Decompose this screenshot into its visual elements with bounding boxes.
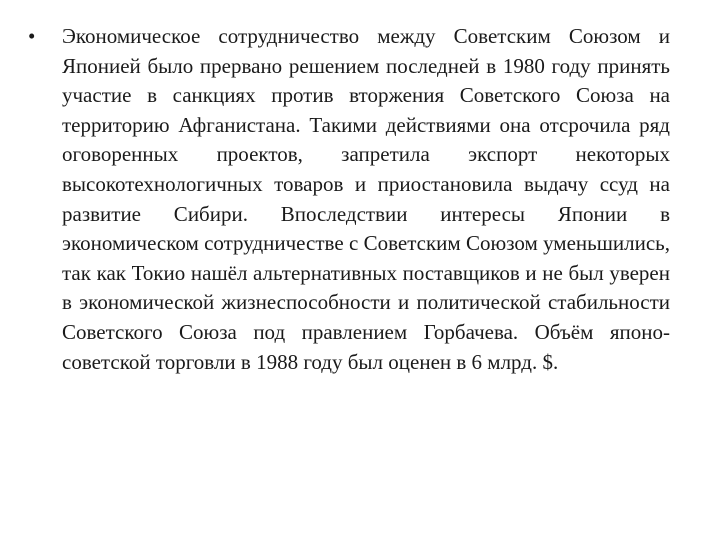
bullet-icon: • <box>28 24 36 48</box>
bullet-list-item <box>28 22 670 377</box>
body-paragraph: Экономическое сотрудничество между Советским Союзом и Японией было прервано решением последней в 1980 году принять участие в санкциях против вторжения Советского Союза на территорию Афганистана. Такими действиями она отсрочила ряд оговоренных проектов, запретила экспорт некоторых высокотехнологичных товаров и приостановила выдачу ссуд на развитие Сибири. Впоследствии интересы Японии в экономическом сотрудничестве с Советским Союзом уменьшились, так как Токио нашёл альтернативных поставщиков и не был уверен в экономической жизнеспособности и политической стабильности Советского Союза под правлением Горбачева. Объём японо-советской торговли в 1988 году был оценен в 6 млрд. $. <box>62 24 670 374</box>
